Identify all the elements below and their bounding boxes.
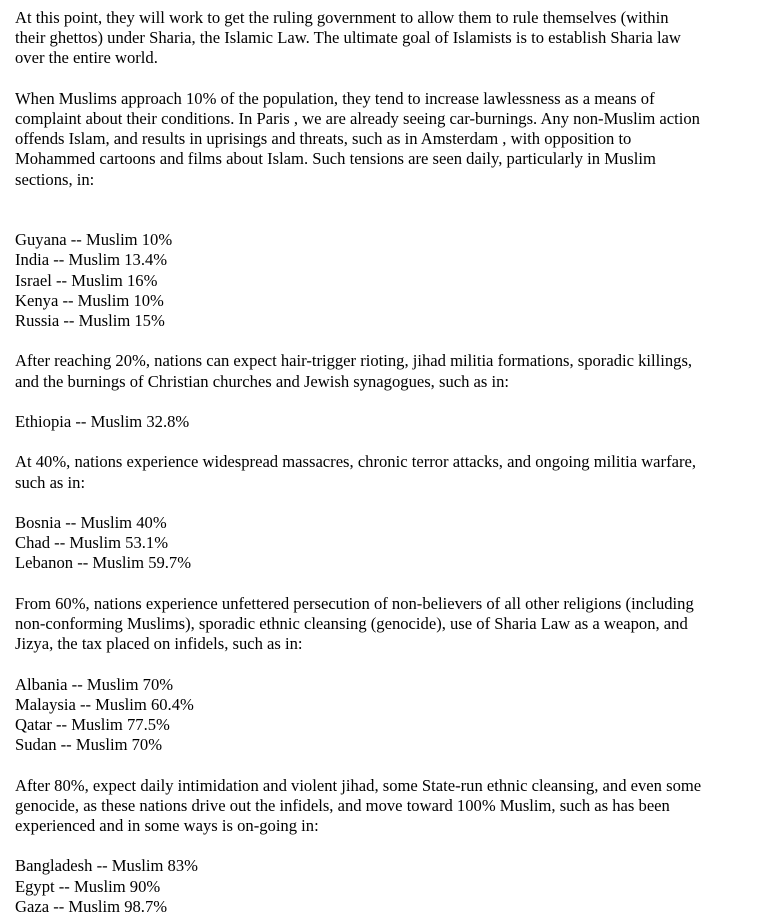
paragraph-spacer (15, 654, 763, 674)
text-line: their ghettos) under Sharia, the Islamic Law. The ultimate goal of Islamists is to establish Sharia law (15, 28, 681, 48)
text-line: When Muslims approach 10% of the population, they tend to increase lawlessness as a means of (15, 88, 655, 108)
paragraph-spacer (15, 392, 763, 412)
list-item: Albania -- Muslim 70% (15, 674, 174, 694)
country-list-forty-percent (15, 513, 763, 574)
paragraph-twenty-percent (15, 351, 763, 391)
paragraph-spacer (15, 836, 763, 856)
text-line: After 80%, expect daily intimidation and violent jihad, some State-run ethnic cleansing, and even some (15, 775, 702, 795)
country-list-sixty-percent (15, 675, 763, 756)
text-line: After reaching 20%, nations can expect hair-trigger rioting, jihad militia formations, sporadic killings, (15, 351, 693, 371)
paragraph-spacer (15, 190, 763, 230)
paragraph-spacer (15, 574, 763, 594)
paragraph-forty-percent (15, 452, 763, 492)
text-line: From 60%, nations experience unfettered persecution of non-believers of all other religions (including (15, 593, 694, 613)
list-item: Qatar -- Muslim 77.5% (15, 714, 170, 734)
list-item: Bosnia -- Muslim 40% (15, 512, 167, 532)
text-line: sections, in: (15, 169, 95, 189)
list-item: India -- Muslim 13.4% (15, 250, 168, 270)
list-item: Gaza -- Muslim 98.7% (15, 896, 168, 916)
country-list-eighty-percent (15, 856, 763, 917)
text-line: At this point, they will work to get the ruling government to allow them to rule themselves (within (15, 8, 669, 27)
paragraph-ten-percent (15, 89, 763, 190)
text-line: over the entire world. (15, 48, 158, 68)
paragraph-spacer (15, 493, 763, 513)
list-item: Ethiopia -- Muslim 32.8% (15, 412, 190, 431)
paragraph-spacer (15, 755, 763, 775)
list-item: Kenya -- Muslim 10% (15, 290, 164, 310)
paragraph-eighty-percent (15, 776, 763, 837)
paragraph-sixty-percent (15, 594, 763, 655)
text-line: Mohammed cartoons and films about Islam. Such tensions are seen daily, particularly in Muslim (15, 149, 656, 169)
text-line: genocide, as these nations drive out the infidels, and move toward 100% Muslim, such as has been (15, 795, 670, 815)
text-line: complaint about their conditions. In Paris , we are already seeing car-burnings. Any non-Muslim action (15, 109, 700, 128)
text-line: experienced and in some ways is on-going in: (15, 815, 319, 835)
list-item: Russia -- Muslim 15% (15, 311, 165, 331)
text-line: and the burnings of Christian churches and Jewish synagogues, such as in: (15, 371, 510, 391)
text-line: offends Islam, and results in uprisings and threats, such as in Amsterdam , with opposition to (15, 129, 632, 149)
list-item: Malaysia -- Muslim 60.4% (15, 694, 194, 714)
text-line: At 40%, nations experience widespread massacres, chronic terror attacks, and ongoing militia warfare, (15, 452, 697, 472)
country-list-twenty-percent (15, 412, 763, 432)
text-line: such as in: (15, 472, 86, 492)
list-item: Lebanon -- Muslim 59.7% (15, 553, 192, 573)
list-item: Chad -- Muslim 53.1% (15, 533, 169, 553)
list-item: Egypt -- Muslim 90% (15, 876, 161, 896)
list-item: Bangladesh -- Muslim 83% (15, 856, 198, 876)
paragraph-spacer (15, 69, 763, 89)
text-line: non-conforming Muslims), sporadic ethnic cleansing (genocide), use of Sharia Law as a weapon, and (15, 613, 688, 633)
paragraph-spacer (15, 432, 763, 452)
list-item: Israel -- Muslim 16% (15, 270, 158, 290)
country-list-ten-percent (15, 230, 763, 331)
list-item: Sudan -- Muslim 70% (15, 735, 163, 755)
paragraph-spacer (15, 331, 763, 351)
paragraph-sharia-goal (15, 8, 763, 69)
text-line: Jizya, the tax placed on infidels, such as in: (15, 634, 303, 654)
list-item: Guyana -- Muslim 10% (15, 230, 173, 250)
